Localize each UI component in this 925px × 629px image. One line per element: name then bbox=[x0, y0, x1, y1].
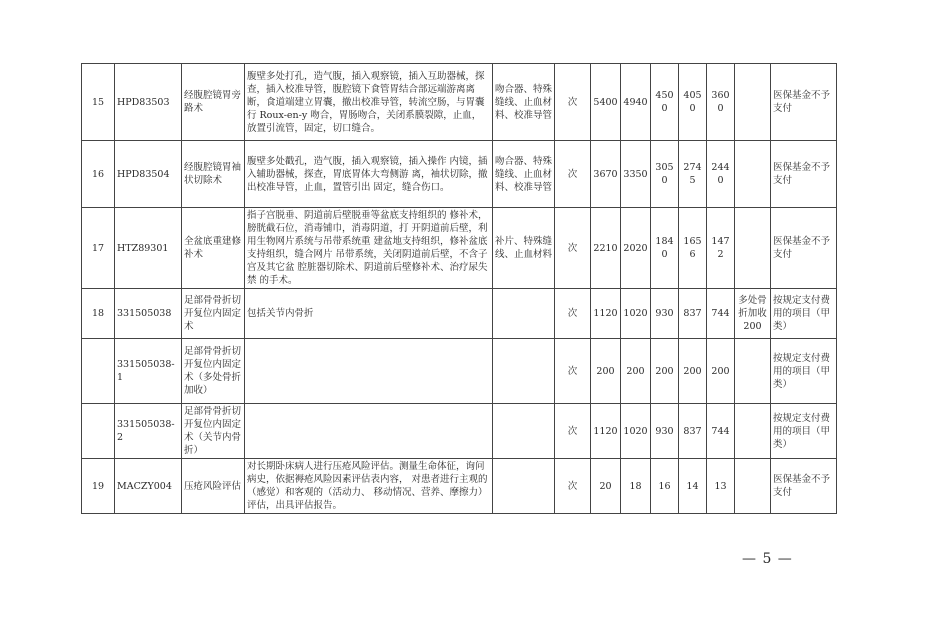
row-number bbox=[82, 404, 115, 459]
price-tier-3: 4500 bbox=[651, 64, 679, 141]
pricing-description bbox=[735, 208, 771, 289]
item-content: 腹壁多处戳孔，造气腹，插入观察镜，插入操作 内镜，插入辅助器械，探查，胃底胃体大弯侧游 离，袖状切除，撤出校准导管，止血，置管引出 固定，缝合伤口。 bbox=[245, 141, 493, 208]
item-name: 经腹腔镜胃旁路术 bbox=[182, 64, 245, 141]
price-tier-2: 2020 bbox=[621, 208, 651, 289]
item-name: 压疮风险评估 bbox=[182, 459, 245, 514]
price-tier-5: 3600 bbox=[707, 64, 735, 141]
item-content: 对长期卧床病人进行压疮风险评估。测量生命体征，询问病史，依据褥疮风险因素评估表内容， 对患者进行主观的（感觉）和客观的（活动力、 移动情况、营养、摩擦力）评估，出具评估报告。 bbox=[245, 459, 493, 514]
excluded-items bbox=[493, 459, 555, 514]
item-code: HTZ89301 bbox=[115, 208, 182, 289]
pricing-description bbox=[735, 141, 771, 208]
pricing-table bbox=[81, 63, 837, 514]
excluded-items: 吻合器、特殊缝线、止血材料、校准导管 bbox=[493, 141, 555, 208]
insurance-note: 医保基金不予支付 bbox=[771, 141, 837, 208]
price-tier-5: 2440 bbox=[707, 141, 735, 208]
price-tier-4: 837 bbox=[679, 289, 707, 339]
item-code: 331505038-2 bbox=[115, 404, 182, 459]
pricing-unit: 次 bbox=[555, 404, 591, 459]
item-name: 经腹腔镜胃袖 状切除术 bbox=[182, 141, 245, 208]
price-tier-5: 744 bbox=[707, 404, 735, 459]
price-tier-4: 1656 bbox=[679, 208, 707, 289]
price-tier-3: 3050 bbox=[651, 141, 679, 208]
price-tier-4: 200 bbox=[679, 339, 707, 404]
insurance-note: 按规定支付费用的项目（甲类） bbox=[771, 339, 837, 404]
item-code: MACZY004 bbox=[115, 459, 182, 514]
pricing-description: 多处骨折加收200 bbox=[735, 289, 771, 339]
price-tier-2: 1020 bbox=[621, 289, 651, 339]
pricing-unit: 次 bbox=[555, 459, 591, 514]
excluded-items: 吻合器、特殊缝线、止血材料、校准导管 bbox=[493, 64, 555, 141]
table-row bbox=[82, 141, 837, 208]
price-tier-5: 13 bbox=[707, 459, 735, 514]
insurance-note: 按规定支付费用的项目（甲类） bbox=[771, 289, 837, 339]
item-content: 包括关节内骨折 bbox=[245, 289, 493, 339]
price-tier-3: 930 bbox=[651, 289, 679, 339]
price-tier-1: 1120 bbox=[591, 289, 621, 339]
price-tier-4: 837 bbox=[679, 404, 707, 459]
item-content bbox=[245, 339, 493, 404]
page-number: — 5 — bbox=[742, 551, 793, 567]
item-code: 331505038-1 bbox=[115, 339, 182, 404]
item-code: HPD83504 bbox=[115, 141, 182, 208]
table-row bbox=[82, 404, 837, 459]
item-name: 足部骨骨折切开复位内固定术（多处骨折加收） bbox=[182, 339, 245, 404]
row-number: 18 bbox=[82, 289, 115, 339]
price-tier-4: 4050 bbox=[679, 64, 707, 141]
row-number: 19 bbox=[82, 459, 115, 514]
pricing-description bbox=[735, 404, 771, 459]
table-row bbox=[82, 459, 837, 514]
item-name: 全盆底重建修补术 bbox=[182, 208, 245, 289]
pricing-unit: 次 bbox=[555, 339, 591, 404]
row-number bbox=[82, 339, 115, 404]
excluded-items bbox=[493, 404, 555, 459]
price-tier-3: 930 bbox=[651, 404, 679, 459]
item-content bbox=[245, 404, 493, 459]
price-tier-1: 2210 bbox=[591, 208, 621, 289]
price-tier-2: 18 bbox=[621, 459, 651, 514]
pricing-description bbox=[735, 459, 771, 514]
pricing-unit: 次 bbox=[555, 141, 591, 208]
table-row bbox=[82, 289, 837, 339]
row-number: 17 bbox=[82, 208, 115, 289]
item-name: 足部骨骨折切开复位内固定术 bbox=[182, 289, 245, 339]
insurance-note: 医保基金不予支付 bbox=[771, 64, 837, 141]
price-tier-5: 744 bbox=[707, 289, 735, 339]
price-tier-1: 3670 bbox=[591, 141, 621, 208]
insurance-note: 医保基金不予支付 bbox=[771, 208, 837, 289]
insurance-note: 医保基金不予支付 bbox=[771, 459, 837, 514]
price-tier-2: 1020 bbox=[621, 404, 651, 459]
price-tier-1: 5400 bbox=[591, 64, 621, 141]
item-code: HPD83503 bbox=[115, 64, 182, 141]
price-tier-1: 1120 bbox=[591, 404, 621, 459]
pricing-unit: 次 bbox=[555, 64, 591, 141]
table-row bbox=[82, 208, 837, 289]
price-tier-2: 3350 bbox=[621, 141, 651, 208]
price-tier-4: 2745 bbox=[679, 141, 707, 208]
price-tier-4: 14 bbox=[679, 459, 707, 514]
excluded-items bbox=[493, 339, 555, 404]
row-number: 16 bbox=[82, 141, 115, 208]
item-content: 指子宫脱垂、阴道前后壁脱垂等盆底支持组织的 修补术，膀胱截石位，消毒铺巾，消毒阴道，打 开阴道前后壁，利用生物网片系统与吊带系统重 建盆地支持组织，修补盆底支持组织，缝合网片 吊带系统，关闭阴道前后壁，不含子宫及其它盆 腔脏器切除术、阴道前后壁修补术、治疗尿失禁 的手术。 bbox=[245, 208, 493, 289]
price-tier-3: 200 bbox=[651, 339, 679, 404]
price-tier-3: 16 bbox=[651, 459, 679, 514]
table-row bbox=[82, 64, 837, 141]
price-tier-3: 1840 bbox=[651, 208, 679, 289]
insurance-note: 按规定支付费用的项目（甲类） bbox=[771, 404, 837, 459]
item-code: 331505038 bbox=[115, 289, 182, 339]
price-tier-2: 200 bbox=[621, 339, 651, 404]
pricing-unit: 次 bbox=[555, 208, 591, 289]
price-tier-5: 1472 bbox=[707, 208, 735, 289]
row-number: 15 bbox=[82, 64, 115, 141]
price-tier-1: 200 bbox=[591, 339, 621, 404]
table-row bbox=[82, 339, 837, 404]
pricing-description bbox=[735, 339, 771, 404]
pricing-description bbox=[735, 64, 771, 141]
item-name: 足部骨骨折切开复位内固定术（关节内骨折） bbox=[182, 404, 245, 459]
excluded-items bbox=[493, 289, 555, 339]
excluded-items: 补片、特殊缝线、止血材料 bbox=[493, 208, 555, 289]
pricing-unit: 次 bbox=[555, 289, 591, 339]
item-content: 腹壁多处打孔，造气腹，插入观察镜，插入互助器械，探查，插入校准导管，腹腔镜下食管胃结合部远端游离离断，食道端建立胃囊，撤出校准导管，转流空肠，与胃囊行 Roux-en-y 吻合，胃肠吻合，关闭系膜裂隙，止血，放置引流管，固定，切口缝合。 bbox=[245, 64, 493, 141]
price-tier-2: 4940 bbox=[621, 64, 651, 141]
price-tier-1: 20 bbox=[591, 459, 621, 514]
price-tier-5: 200 bbox=[707, 339, 735, 404]
